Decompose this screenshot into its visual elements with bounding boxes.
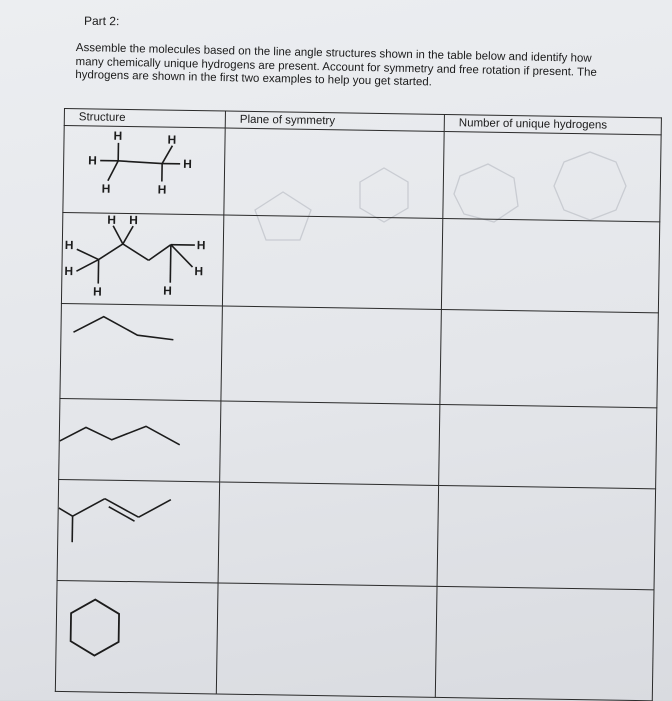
plane-of-symmetry-cell[interactable] (222, 215, 442, 309)
table-row (55, 580, 654, 700)
table-row (60, 303, 658, 407)
plane-of-symmetry-cell[interactable] (220, 401, 440, 485)
plane-of-symmetry-cell[interactable] (224, 128, 444, 218)
unique-hydrogens-cell[interactable] (440, 309, 658, 407)
methylpentene-structure (58, 480, 206, 582)
atom-label: H (64, 264, 73, 278)
atom-label: H (158, 182, 167, 196)
atom-label: H (194, 264, 203, 278)
plane-of-symmetry-cell[interactable] (218, 482, 439, 586)
unique-hydrogens-cell[interactable] (441, 218, 659, 312)
atom-label: H (107, 213, 116, 227)
plane-of-symmetry-cell[interactable] (221, 306, 441, 404)
unique-hydrogens-cell[interactable] (437, 485, 656, 589)
atom-label: H (102, 182, 111, 196)
table-row (57, 479, 656, 589)
atom-label: H (65, 238, 74, 252)
data-table-sheet (55, 108, 662, 701)
structure-cell-methylpentene (57, 479, 220, 583)
structure-cell-butane (60, 303, 222, 401)
structure-cell-ethane (63, 126, 225, 216)
table-row (63, 126, 661, 222)
atom-label: H (129, 213, 138, 227)
atom-label: H (93, 284, 102, 298)
atom-label: H (113, 129, 122, 143)
unique-hydrogens-cell[interactable] (443, 131, 661, 221)
butane-structure (60, 304, 207, 400)
column-header-unique-hydrogens: Number of unique hydrogens (444, 114, 661, 134)
ethane-structure (63, 126, 210, 214)
plane-of-symmetry-cell[interactable] (216, 583, 437, 697)
structure-cell-pentane (59, 398, 221, 482)
column-header-structure: Structure (64, 109, 225, 129)
column-header-plane-of-symmetry: Plane of symmetry (225, 111, 444, 131)
data-table (55, 108, 662, 701)
instructions-text: Assemble the molecules based on the line angle structures shown in the table below and identify how many chemically unique hydrogens are present. Account for symmetry and free rotation if present. The hydrogens are shown in the first two examples to help you get started. (75, 42, 616, 94)
table-row (61, 212, 659, 312)
unique-hydrogens-cell[interactable] (435, 586, 654, 700)
propane-structure (62, 213, 209, 305)
cyclohexane-structure (56, 581, 204, 693)
pentane-structure (59, 399, 206, 481)
atom-label: H (88, 153, 97, 167)
atom-label: H (163, 284, 172, 298)
atom-label: H (183, 157, 192, 171)
structure-cell-cyclohexane (55, 580, 218, 694)
table-row (59, 398, 657, 488)
atom-label: H (167, 133, 176, 147)
part-label: Part 2: (84, 14, 119, 28)
structure-cell-propane (61, 212, 223, 306)
unique-hydrogens-cell[interactable] (439, 404, 657, 488)
atom-label: H (197, 238, 206, 252)
